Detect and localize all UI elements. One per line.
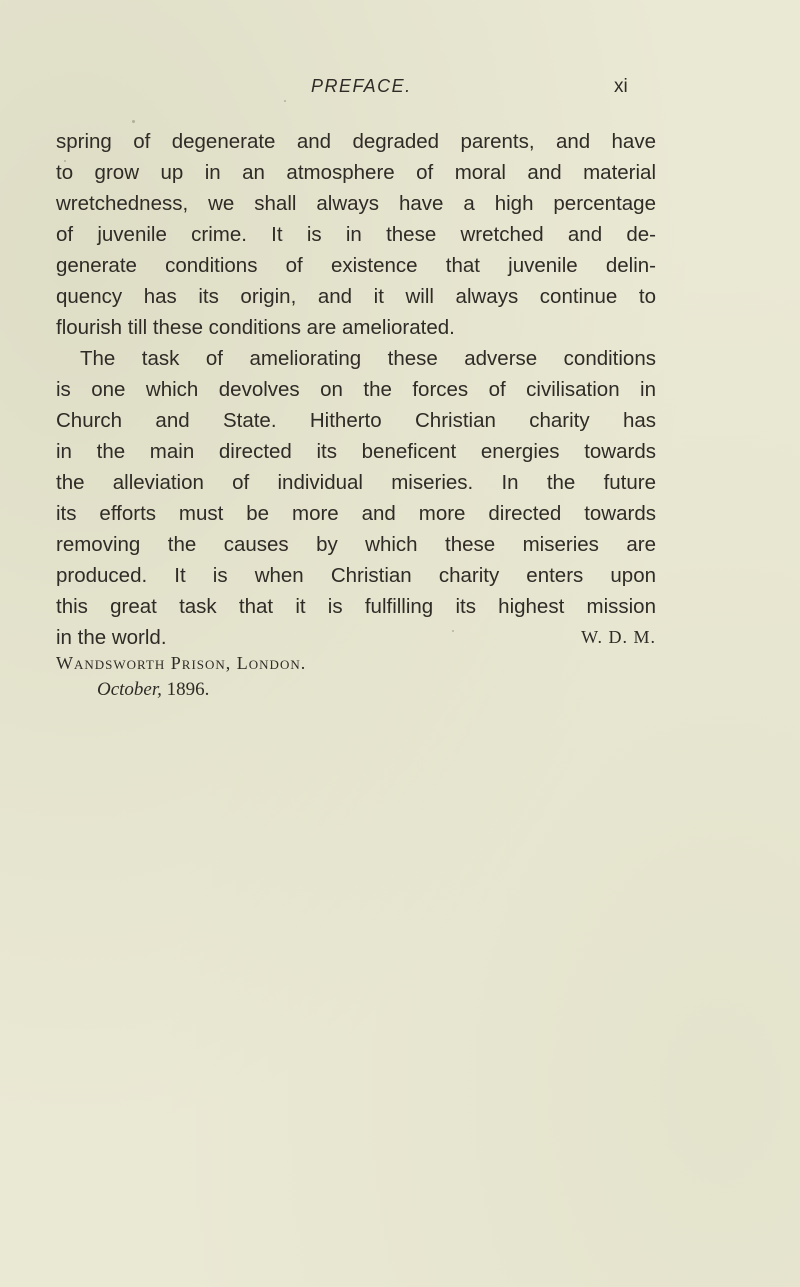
author-initials: W. D. M. [581, 627, 656, 647]
text-line: Church and State. Hitherto Christian charity has [56, 409, 656, 432]
signoff-date-month: October, [97, 679, 162, 700]
text-line: removing the causes by which these miseries are [56, 533, 656, 556]
text-line: wretchedness, we shall always have a high percentage [56, 192, 656, 215]
text-line: the alleviation of individual miseries. In the future [56, 471, 656, 494]
text-line: its efforts must be more and more directed towards [56, 502, 656, 525]
text-line: spring of degenerate and degraded parents, and have [56, 130, 656, 153]
signoff-date [97, 676, 209, 704]
text-line: The task of ameliorating these adverse conditions [80, 347, 656, 370]
text-line: in the main directed its beneficent energies towards [56, 440, 656, 463]
text-line: is one which devolves on the forces of civilisation in [56, 378, 656, 401]
text-line: of juvenile crime. It is in these wretched and de- [56, 223, 656, 246]
body-text [56, 126, 656, 653]
text-line: produced. It is when Christian charity enters upon [56, 564, 656, 587]
signoff-date-year: 1896. [166, 679, 210, 700]
text-line: quency has its origin, and it will always continue to [56, 285, 656, 308]
text-line: generate conditions of existence that juvenile delin- [56, 254, 656, 277]
text-line: in the world. [56, 626, 167, 649]
running-title: PREFACE. [311, 76, 412, 96]
signoff-place: Wandsworth Prison, London. [56, 653, 307, 673]
page-number: xi [614, 76, 628, 97]
running-head [0, 76, 800, 104]
text-line: to grow up in an atmosphere of moral and material [56, 161, 656, 184]
paper-speck [132, 120, 135, 123]
text-line: this great task that it is fulfilling its highest mission [56, 595, 656, 618]
text-line: flourish till these conditions are ameliorated. [56, 316, 455, 339]
